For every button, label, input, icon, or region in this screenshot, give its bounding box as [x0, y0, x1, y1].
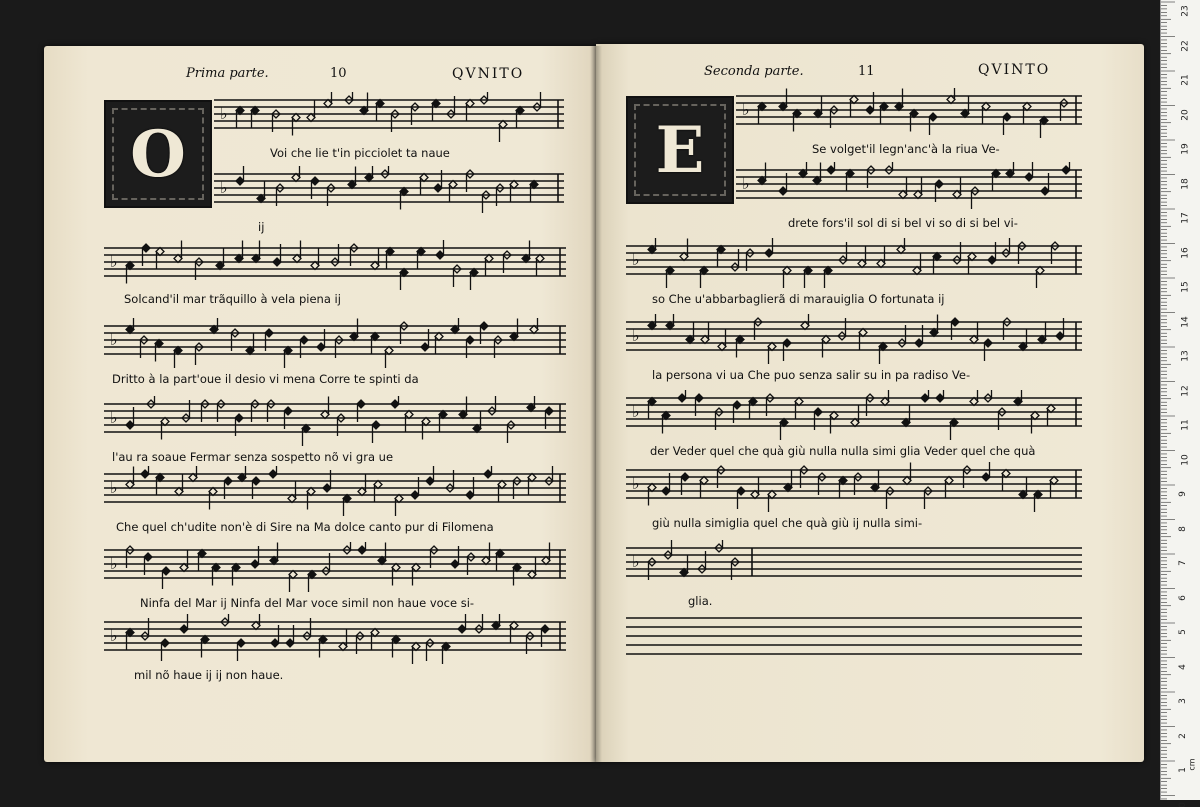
note-head: [804, 267, 812, 275]
note-head: [749, 398, 757, 406]
clef-mark: ♭: [110, 626, 118, 645]
note-head: [422, 418, 430, 426]
note-head: [1041, 187, 1049, 195]
left-staff-7: [104, 542, 566, 592]
note-head: [851, 419, 859, 427]
note-head: [765, 249, 773, 257]
note-head: [737, 487, 745, 495]
note-head: [988, 256, 996, 264]
note-head: [1019, 491, 1027, 499]
note-head: [451, 560, 459, 568]
note-head: [780, 419, 788, 427]
note-head: [175, 488, 183, 496]
ruler-number: 6: [1177, 594, 1188, 601]
note-head: [317, 343, 325, 351]
note-head: [768, 491, 776, 499]
left-lyric-3: Solcand'il mar trãquillo à vela piena ij: [124, 292, 341, 306]
note-head: [1047, 405, 1055, 413]
clef-mark: ♭: [632, 402, 640, 421]
right-lyric-4: la persona vi ua Che puo senza salir su in pa radiso Ve-: [652, 368, 971, 382]
ruler-number: 4: [1177, 663, 1188, 670]
note-head: [466, 336, 474, 344]
note-head: [783, 267, 791, 275]
note-head: [307, 488, 315, 496]
note-head: [426, 477, 434, 485]
left-lyric-5: l'au ra soaue Fermar senza sospetto nõ vi gra ue: [112, 450, 394, 464]
note-head: [648, 322, 656, 330]
ruler-number: 19: [1180, 143, 1191, 155]
note-head: [950, 419, 958, 427]
note-head: [1062, 166, 1070, 174]
note-head: [751, 491, 759, 499]
note-head: [482, 557, 490, 565]
note-head: [161, 418, 169, 426]
note-head: [392, 564, 400, 572]
left-staff-2: [214, 166, 564, 216]
note-head: [470, 269, 478, 277]
note-head: [951, 318, 959, 326]
ruler-number: 21: [1180, 74, 1191, 86]
note-head: [237, 639, 245, 647]
right-voice-label: QVINTO: [978, 62, 1051, 78]
note-head: [801, 322, 809, 330]
note-head: [126, 481, 134, 489]
note-head: [496, 550, 504, 558]
ruler-number: 22: [1180, 39, 1191, 52]
note-head: [201, 636, 209, 644]
note-head: [224, 477, 232, 485]
note-head: [434, 184, 442, 192]
note-head: [984, 339, 992, 347]
ruler-number: 1: [1177, 767, 1188, 773]
note-head: [209, 488, 217, 496]
note-head: [284, 347, 292, 355]
note-head: [736, 336, 744, 344]
ruler-number: 8: [1177, 525, 1188, 532]
clef-mark: ♭: [632, 250, 640, 269]
note-head: [371, 262, 379, 270]
note-head: [662, 412, 670, 420]
left-lyric-4: Dritto à la part'oue il desio vi mena Corre te spinti da: [112, 372, 419, 386]
left-lyric-6: Che quel ch'udite non'è di Sire na Ma dolce canto pur di Filomena: [116, 520, 494, 534]
right-staff-5: [626, 390, 1082, 440]
note-head: [1034, 491, 1042, 499]
ruler-number: 2: [1177, 732, 1188, 739]
note-head: [189, 474, 197, 482]
note-head: [126, 629, 134, 637]
note-head: [701, 336, 709, 344]
note-head: [385, 347, 393, 355]
note-head: [982, 473, 990, 481]
note-head: [180, 564, 188, 572]
right-page-number: 11: [858, 64, 875, 79]
note-head: [142, 244, 150, 252]
note-head: [945, 477, 953, 485]
note-head: [236, 177, 244, 185]
note-head: [545, 407, 553, 415]
note-head: [662, 487, 670, 495]
right-staff-1: [736, 88, 1082, 138]
ruler-number: 18: [1180, 177, 1191, 190]
note-head: [156, 474, 164, 482]
clef-mark: ♭: [742, 100, 750, 119]
left-staff-5: [104, 396, 566, 446]
right-staff-2: [736, 162, 1082, 212]
note-head: [466, 491, 474, 499]
left-staff-6: [104, 466, 566, 516]
left-voice-label: QVNITO: [452, 66, 525, 82]
ruler-number: 7: [1177, 560, 1188, 566]
note-head: [936, 394, 944, 402]
note-head: [527, 404, 535, 412]
clef-mark: ♭: [220, 178, 228, 197]
left-staff-3: [104, 240, 566, 290]
note-head: [319, 636, 327, 644]
note-head: [795, 398, 803, 406]
note-head: [126, 262, 134, 270]
ruler-number: 11: [1180, 419, 1191, 431]
right-empty-staff: [626, 614, 1082, 658]
note-head: [459, 411, 467, 419]
note-head: [1019, 343, 1027, 351]
note-head: [480, 322, 488, 330]
note-head: [913, 267, 921, 275]
note-head: [180, 625, 188, 633]
note-head: [530, 326, 538, 334]
note-head: [528, 571, 536, 579]
note-head: [1003, 113, 1011, 121]
note-head: [451, 326, 459, 334]
note-head: [484, 470, 492, 478]
note-head: [286, 639, 294, 647]
note-head: [498, 481, 506, 489]
note-head: [323, 484, 331, 492]
note-head: [339, 643, 347, 651]
ruler-number: 23: [1180, 5, 1191, 17]
note-head: [411, 491, 419, 499]
note-head: [372, 421, 380, 429]
ruler-number: 16: [1180, 246, 1191, 259]
ruler-number: 10: [1180, 453, 1191, 466]
ruler-number: 12: [1180, 384, 1191, 397]
note-head: [343, 495, 351, 503]
note-head: [921, 394, 929, 402]
right-staff-4: [626, 314, 1082, 364]
clef-mark: ♭: [110, 554, 118, 573]
note-head: [265, 329, 273, 337]
note-head: [210, 326, 218, 334]
note-head: [542, 557, 550, 565]
note-head: [1056, 332, 1064, 340]
left-lyric-1: Voi che lie t'in picciolet ta naue: [270, 146, 450, 160]
note-head: [915, 339, 923, 347]
note-head: [1014, 398, 1022, 406]
note-head: [666, 267, 674, 275]
note-head: [251, 560, 259, 568]
note-head: [391, 400, 399, 408]
ruler-number: 9: [1177, 491, 1188, 497]
note-head: [680, 569, 688, 577]
note-head: [412, 643, 420, 651]
note-head: [824, 267, 832, 275]
right-staff-7-final: [626, 540, 1082, 590]
note-head: [302, 425, 310, 433]
initial-letter: O: [130, 116, 186, 192]
note-head: [859, 329, 867, 337]
note-head: [252, 622, 260, 630]
note-head: [970, 398, 978, 406]
note-head: [252, 477, 260, 485]
note-head: [141, 470, 149, 478]
note-head: [358, 546, 366, 554]
left-lyric-2: ij: [258, 220, 265, 234]
note-head: [371, 333, 379, 341]
note-head: [881, 398, 889, 406]
note-head: [700, 477, 708, 485]
note-head: [374, 481, 382, 489]
note-head: [858, 260, 866, 268]
clef-mark: ♭: [110, 408, 118, 427]
ruler-number: 17: [1180, 212, 1191, 224]
ruler-number: 14: [1180, 315, 1191, 328]
note-head: [198, 550, 206, 558]
note-head: [311, 177, 319, 185]
note-head: [371, 629, 379, 637]
clef-mark: ♭: [632, 552, 640, 571]
note-head: [902, 419, 910, 427]
decorated-initial-o: [104, 100, 212, 208]
book-gutter: [590, 46, 602, 762]
clef-mark: ♭: [110, 478, 118, 497]
ruler-number: 0: [1177, 801, 1188, 807]
initial-letter: E: [655, 112, 705, 188]
note-head: [161, 639, 169, 647]
note-head: [839, 477, 847, 485]
clef-mark: ♭: [632, 326, 640, 345]
note-head: [269, 470, 277, 478]
note-head: [321, 411, 329, 419]
note-head: [412, 564, 420, 572]
note-head: [513, 564, 521, 572]
note-head: [877, 260, 885, 268]
note-head: [308, 571, 316, 579]
note-head: [436, 251, 444, 259]
left-lyric-7: Ninfa del Mar ij Ninfa del Mar voce simil non haue voce si-: [140, 596, 475, 610]
clef-mark: ♭: [632, 474, 640, 493]
left-staff-4: [104, 318, 566, 368]
note-head: [686, 336, 694, 344]
note-head: [695, 394, 703, 402]
note-head: [930, 329, 938, 337]
right-part-label: Seconda parte.: [704, 64, 804, 79]
note-head: [288, 495, 296, 503]
note-head: [405, 411, 413, 419]
clef-mark: ♭: [110, 330, 118, 349]
note-head: [458, 625, 466, 633]
ruler-number: 5: [1177, 629, 1188, 635]
note-head: [541, 625, 549, 633]
note-head: [442, 643, 450, 651]
ruler-number: 13: [1180, 350, 1191, 362]
clef-mark: ♭: [110, 252, 118, 271]
note-head: [866, 106, 874, 114]
note-head: [929, 113, 937, 121]
note-head: [378, 557, 386, 565]
left-lyric-8: mil nõ haue ij ij non haue.: [134, 668, 284, 682]
note-head: [822, 336, 830, 344]
note-head: [1031, 412, 1039, 420]
left-staff-8: [104, 614, 566, 664]
right-lyric-3: so Che u'abbarbaglierã di marauiglia O fortunata ij: [652, 292, 945, 306]
note-head: [235, 414, 243, 422]
left-page-number: 10: [330, 66, 347, 81]
ruler-number: 15: [1180, 281, 1191, 293]
note-head: [935, 180, 943, 188]
note-head: [903, 477, 911, 485]
note-head: [784, 484, 792, 492]
note-head: [1050, 477, 1058, 485]
note-head: [827, 166, 835, 174]
ruler-number: 20: [1180, 108, 1191, 121]
note-head: [357, 400, 365, 408]
note-head: [1002, 470, 1010, 478]
note-head: [212, 564, 220, 572]
note-head: [144, 553, 152, 561]
clef-mark: ♭: [220, 104, 228, 123]
right-lyric-6: giù nulla simiglia quel che quà giù ij nulla simi-: [652, 516, 923, 530]
note-head: [648, 484, 656, 492]
note-head: [350, 333, 358, 341]
left-part-label: Prima parte.: [186, 66, 269, 81]
note-head: [492, 622, 500, 630]
note-head: [392, 636, 400, 644]
note-head: [1025, 173, 1033, 181]
note-head: [400, 269, 408, 277]
note-head: [126, 326, 134, 334]
note-head: [126, 421, 134, 429]
note-head: [174, 347, 182, 355]
note-head: [162, 567, 170, 575]
note-head: [435, 333, 443, 341]
right-lyric-2: drete fors'il sol di si bel vi so di si bel vi-: [788, 216, 1018, 230]
note-head: [284, 407, 292, 415]
clef-mark: ♭: [742, 174, 750, 193]
note-head: [681, 473, 689, 481]
note-head: [439, 411, 447, 419]
note-head: [232, 564, 240, 572]
note-head: [510, 622, 518, 630]
decorated-initial-e: [626, 96, 734, 204]
note-head: [733, 401, 741, 409]
note-head: [1038, 336, 1046, 344]
note-head: [879, 343, 887, 351]
note-head: [871, 484, 879, 492]
note-head: [678, 394, 686, 402]
note-head: [246, 347, 254, 355]
note-head: [666, 322, 674, 330]
note-head: [311, 262, 319, 270]
note-head: [779, 187, 787, 195]
note-head: [768, 343, 776, 351]
note-head: [510, 333, 518, 341]
note-head: [271, 639, 279, 647]
right-staff-3: [626, 238, 1082, 288]
ruler-unit-label: cm: [1187, 758, 1197, 771]
note-head: [473, 425, 481, 433]
note-head: [648, 398, 656, 406]
right-lyric-1: Se volget'il legn'anc'à la riua Ve-: [812, 142, 1000, 156]
right-lyric-7: glia.: [688, 594, 713, 608]
left-staff-1: [214, 92, 564, 142]
note-head: [830, 412, 838, 420]
note-head: [528, 474, 536, 482]
note-head: [155, 340, 163, 348]
right-staff-6: [626, 462, 1082, 512]
note-head: [300, 336, 308, 344]
note-head: [718, 343, 726, 351]
ruler-number: 3: [1177, 698, 1188, 704]
note-head: [814, 408, 822, 416]
note-head: [358, 488, 366, 496]
note-head: [216, 262, 224, 270]
note-head: [700, 267, 708, 275]
note-head: [270, 557, 278, 565]
note-head: [289, 571, 297, 579]
note-head: [421, 343, 429, 351]
note-head: [238, 474, 246, 482]
note-head: [395, 495, 403, 503]
right-lyric-5: der Veder quel che quà giù nulla nulla simi glia Veder quel che quà: [650, 444, 1036, 458]
note-head: [273, 258, 281, 266]
note-head: [970, 336, 978, 344]
note-head: [1036, 267, 1044, 275]
note-head: [783, 339, 791, 347]
